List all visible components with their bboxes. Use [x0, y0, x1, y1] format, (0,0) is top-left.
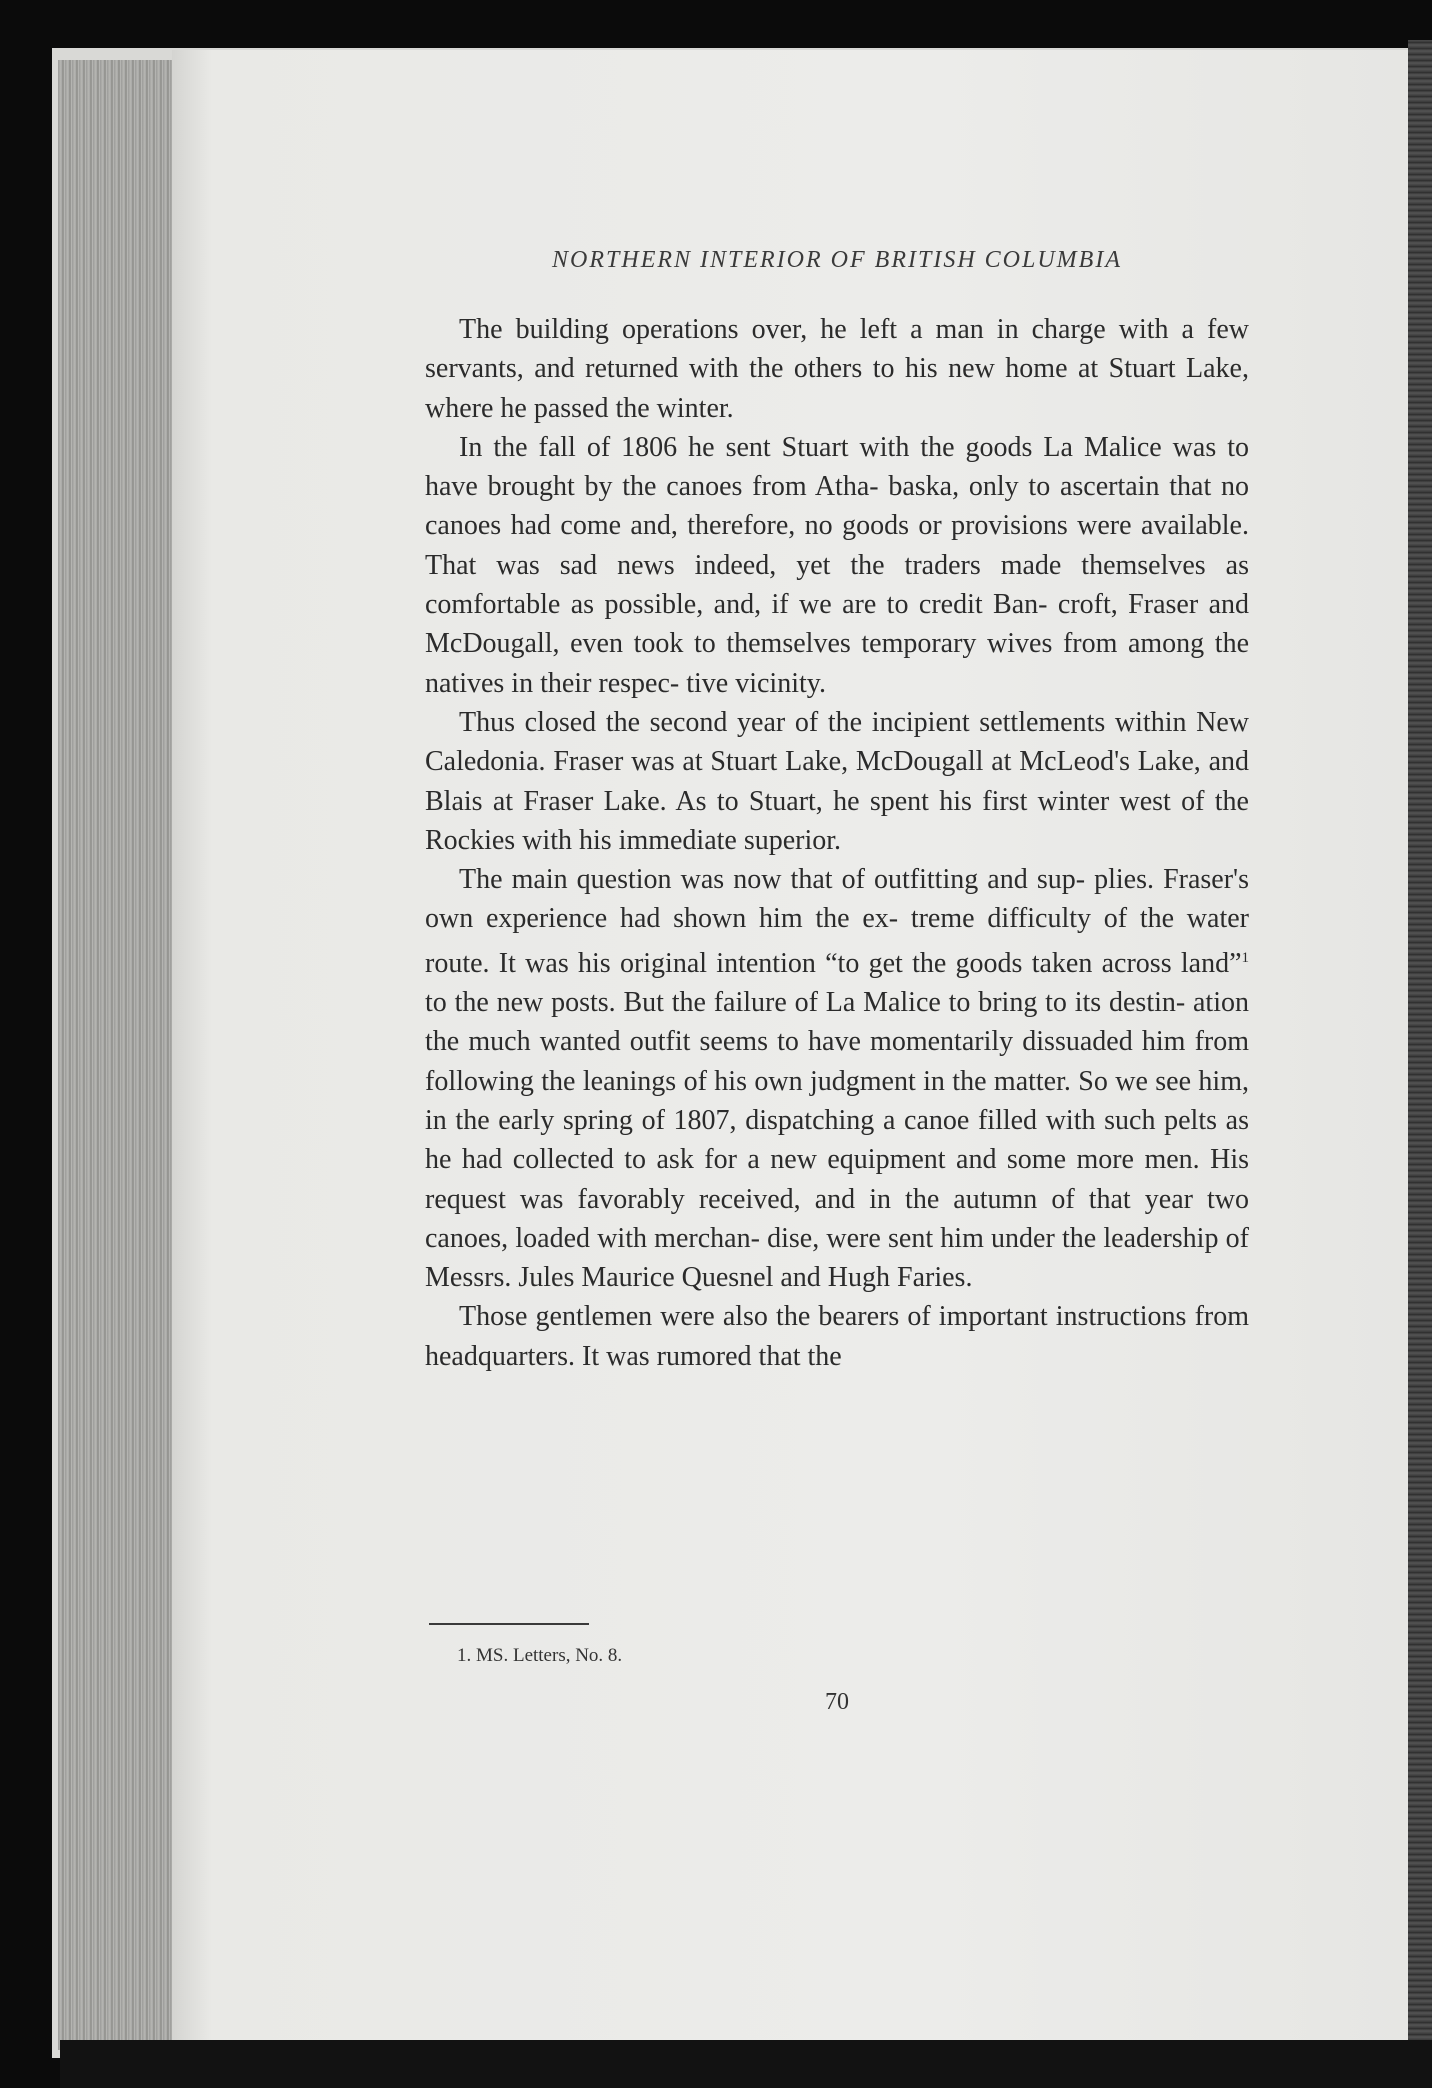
right-page-edge	[1408, 40, 1432, 2070]
running-head: NORTHERN INTERIOR OF BRITISH COLUMBIA	[552, 247, 1122, 273]
footnote: 1. MS. Letters, No. 8.	[457, 1645, 623, 1666]
page-edges	[58, 60, 176, 2050]
paragraph-4-after-note: to the new posts. But the failure of La Malice to bring to its destin- ation the much wanted outfit seems to have momentarily dissuaded him from following the leanings of his own judgment in the matter. So we see him, in the early spring of 1807, dispatching a canoe filled with such pelts as he had collected to ask for a new equipment and some more men. His request was favorably received, and in the autumn of that year two canoes, loaded with merchan- dise, were sent him under the leadership of Messrs. Jules Maurice Quesnel and Hugh Faries.	[425, 987, 1249, 1294]
footnote-rule	[429, 1623, 589, 1625]
body-text	[425, 310, 1249, 1376]
paragraph-3: Thus closed the second year of the incipient settlements within New Caledonia. Fraser was at Stuart Lake, McDougall at McLeod's Lake, and Blais at Fraser Lake. As to Stuart, he spent his first winter west of the Rockies with his immediate superior.	[425, 706, 1249, 856]
paragraph-4	[425, 860, 1249, 1297]
paragraph-5: Those gentlemen were also the bearers of important instructions from headquarters. It was rumored that the	[425, 1301, 1249, 1372]
paragraph-1: The building operations over, he left a man in charge with a few servants, and returned with the others to his new home at Stuart Lake, where he passed the winter.	[425, 314, 1249, 424]
footnote-marker: 1	[1241, 949, 1249, 966]
paragraph-4-before-note: The main question was now that of outfitting and sup- plies. Fraser's own experience had shown him the ex- treme difficulty of the water route. It was his original intention “to get the goods taken across land”	[425, 864, 1249, 979]
bottom-shadow	[60, 2040, 1432, 2088]
page-number: 70	[825, 1689, 849, 1715]
paragraph-2: In the fall of 1806 he sent Stuart with the goods La Malice was to have brought by the canoes from Atha- baska, only to ascertain that no canoes had come and, therefore, no goods or provisions were available. That was sad news indeed, yet the traders made themselves as comfortable as possible, and, if we are to credit Ban- croft, Fraser and McDougall, even took to themselves temporary wives from among the natives in their respec- tive vicinity.	[425, 431, 1249, 699]
